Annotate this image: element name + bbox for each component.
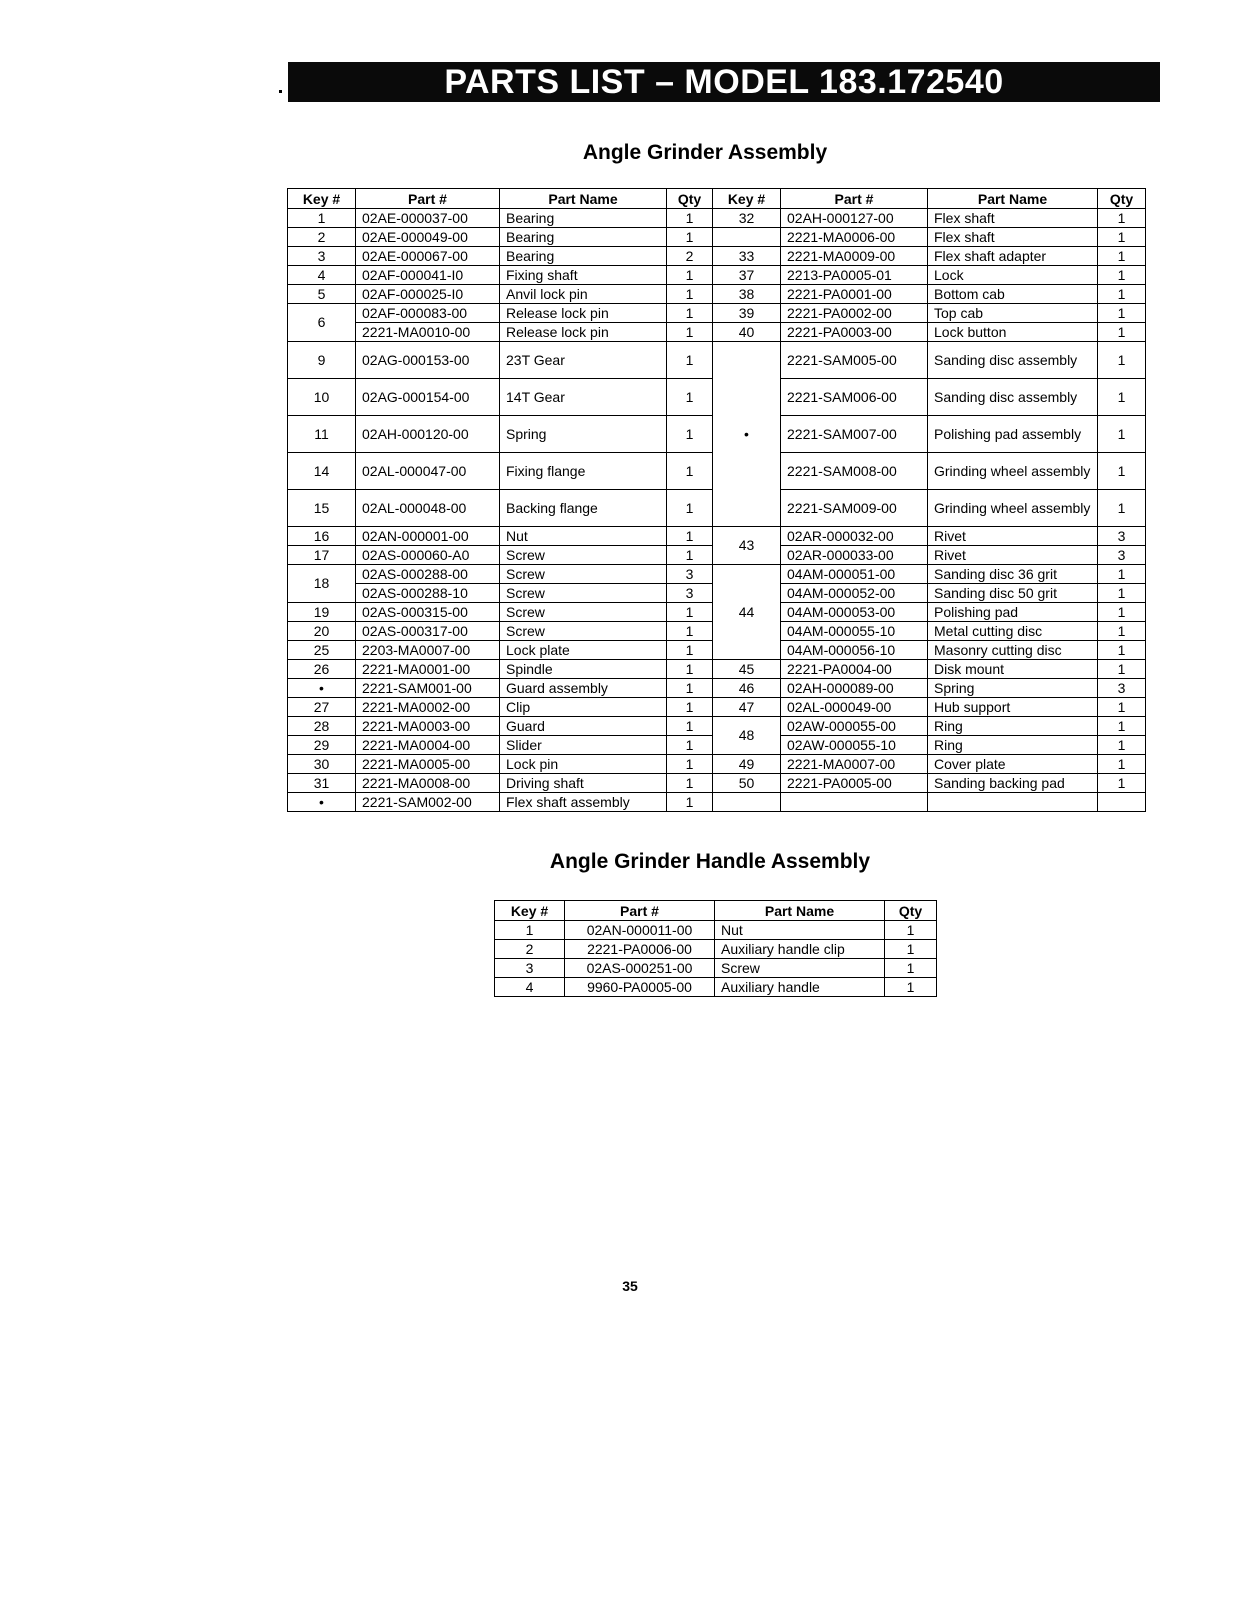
part-name-cell: Release lock pin — [500, 304, 667, 323]
part-name-cell: Screw — [500, 622, 667, 641]
part-number-cell: 02AN-000011-00 — [565, 921, 715, 940]
part-number-cell: 2221-MA0003-00 — [356, 717, 500, 736]
key-cell: 33 — [713, 247, 781, 266]
part-number-cell: 02AE-000049-00 — [356, 228, 500, 247]
qty-cell: 1 — [667, 490, 713, 527]
table-row — [288, 660, 1146, 679]
part-name-cell: Slider — [500, 736, 667, 755]
part-number-cell: 02AG-000154-00 — [356, 379, 500, 416]
table-row — [288, 774, 1146, 793]
table-row — [288, 527, 1146, 546]
qty-cell: 1 — [885, 959, 937, 978]
key-cell: • — [288, 679, 356, 698]
qty-cell: 1 — [667, 453, 713, 490]
table-row — [288, 717, 1146, 736]
part-name-cell: Bearing — [500, 228, 667, 247]
part-number-cell: 2221-MA0008-00 — [356, 774, 500, 793]
qty-cell — [1098, 793, 1146, 812]
key-cell: 28 — [288, 717, 356, 736]
header-key: Key # — [495, 901, 565, 921]
part-number-cell: 02AF-000041-I0 — [356, 266, 500, 285]
part-name-cell: Grinding wheel assembly — [928, 490, 1098, 527]
part-name-cell: Fixing flange — [500, 453, 667, 490]
header-name: Part Name — [715, 901, 885, 921]
part-number-cell: 02AE-000067-00 — [356, 247, 500, 266]
part-name-cell: Screw — [500, 603, 667, 622]
header-key: Key # — [713, 189, 781, 209]
part-number-cell: 02AS-000060-A0 — [356, 546, 500, 565]
key-cell: 6 — [288, 304, 356, 342]
part-number-cell: 02AH-000120-00 — [356, 416, 500, 453]
part-number-cell: 2221-MA0001-00 — [356, 660, 500, 679]
part-number-cell: 04AM-000051-00 — [781, 565, 928, 584]
qty-cell: 1 — [667, 342, 713, 379]
table-row — [495, 921, 937, 940]
key-cell: 11 — [288, 416, 356, 453]
qty-cell: 1 — [1098, 698, 1146, 717]
part-name-cell: Ring — [928, 717, 1098, 736]
key-cell — [713, 228, 781, 247]
part-number-cell: 2221-SAM008-00 — [781, 453, 928, 490]
qty-cell: 1 — [667, 379, 713, 416]
part-name-cell: Spring — [928, 679, 1098, 698]
key-cell: 30 — [288, 755, 356, 774]
part-number-cell: 02AS-000251-00 — [565, 959, 715, 978]
header-name: Part Name — [500, 189, 667, 209]
part-name-cell: Lock pin — [500, 755, 667, 774]
qty-cell: 1 — [1098, 453, 1146, 490]
key-cell: 1 — [495, 921, 565, 940]
qty-cell: 1 — [667, 717, 713, 736]
qty-cell: 1 — [1098, 641, 1146, 660]
key-cell: 26 — [288, 660, 356, 679]
part-name-cell: Spring — [500, 416, 667, 453]
key-cell: 14 — [288, 453, 356, 490]
qty-cell: 1 — [667, 304, 713, 323]
qty-cell: 1 — [885, 921, 937, 940]
qty-cell: 1 — [667, 774, 713, 793]
part-name-cell: Screw — [500, 584, 667, 603]
part-name-cell: Hub support — [928, 698, 1098, 717]
table-row — [288, 285, 1146, 304]
key-cell: 15 — [288, 490, 356, 527]
part-name-cell: Auxiliary handle clip — [715, 940, 885, 959]
part-name-cell: Lock plate — [500, 641, 667, 660]
part-name-cell: Rivet — [928, 527, 1098, 546]
key-cell: 29 — [288, 736, 356, 755]
qty-cell: 1 — [885, 940, 937, 959]
part-name-cell: Screw — [500, 565, 667, 584]
qty-cell: 1 — [1098, 660, 1146, 679]
qty-cell: 1 — [1098, 228, 1146, 247]
part-name-cell: Masonry cutting disc — [928, 641, 1098, 660]
part-name-cell: Nut — [500, 527, 667, 546]
part-name-cell: Fixing shaft — [500, 266, 667, 285]
qty-cell: 3 — [1098, 527, 1146, 546]
qty-cell: 1 — [667, 698, 713, 717]
table-row — [495, 959, 937, 978]
qty-cell: 1 — [1098, 379, 1146, 416]
qty-cell: 1 — [1098, 736, 1146, 755]
part-name-cell: Anvil lock pin — [500, 285, 667, 304]
qty-cell: 3 — [1098, 679, 1146, 698]
part-name-cell: Clip — [500, 698, 667, 717]
key-cell: 9 — [288, 342, 356, 379]
key-cell: 44 — [713, 565, 781, 660]
part-name-cell: Grinding wheel assembly — [928, 453, 1098, 490]
part-name-cell: Flex shaft — [928, 209, 1098, 228]
table-header — [288, 189, 1146, 209]
part-number-cell: 02AE-000037-00 — [356, 209, 500, 228]
table-row — [288, 323, 1146, 342]
table-row — [288, 228, 1146, 247]
part-number-cell: 2221-SAM007-00 — [781, 416, 928, 453]
page-number: 35 — [622, 1278, 638, 1294]
qty-cell: 1 — [667, 323, 713, 342]
part-number-cell: 02AS-000317-00 — [356, 622, 500, 641]
part-number-cell: 9960-PA0005-00 — [565, 978, 715, 997]
qty-cell: 1 — [667, 755, 713, 774]
part-name-cell: Guard — [500, 717, 667, 736]
part-name-cell: Nut — [715, 921, 885, 940]
key-cell: 2 — [288, 228, 356, 247]
key-cell: 4 — [288, 266, 356, 285]
header-qty: Qty — [1098, 189, 1146, 209]
qty-cell: 1 — [1098, 774, 1146, 793]
part-name-cell: Metal cutting disc — [928, 622, 1098, 641]
part-number-cell: 02AS-000288-00 — [356, 565, 500, 584]
part-name-cell: Sanding disc assembly — [928, 379, 1098, 416]
key-cell: 5 — [288, 285, 356, 304]
table-row — [288, 342, 1146, 379]
part-number-cell: 2221-MA0004-00 — [356, 736, 500, 755]
key-cell: 39 — [713, 304, 781, 323]
part-number-cell — [781, 793, 928, 812]
qty-cell: 1 — [1098, 755, 1146, 774]
part-number-cell: 2221-PA0001-00 — [781, 285, 928, 304]
part-number-cell: 2203-MA0007-00 — [356, 641, 500, 660]
qty-cell: 1 — [1098, 416, 1146, 453]
part-number-cell: 2221-MA0006-00 — [781, 228, 928, 247]
part-name-cell: Release lock pin — [500, 323, 667, 342]
table-row — [288, 793, 1146, 812]
key-cell: 49 — [713, 755, 781, 774]
part-name-cell: Sanding disc assembly — [928, 342, 1098, 379]
table-header — [495, 901, 937, 921]
qty-cell: 1 — [1098, 342, 1146, 379]
part-number-cell: 04AM-000052-00 — [781, 584, 928, 603]
key-cell: 20 — [288, 622, 356, 641]
part-number-cell: 02AW-000055-00 — [781, 717, 928, 736]
part-number-cell: 2221-SAM002-00 — [356, 793, 500, 812]
part-name-cell: Rivet — [928, 546, 1098, 565]
qty-cell: 1 — [1098, 565, 1146, 584]
key-cell: • — [288, 793, 356, 812]
qty-cell: 1 — [667, 622, 713, 641]
part-number-cell: 2221-MA0005-00 — [356, 755, 500, 774]
part-number-cell: 2221-MA0007-00 — [781, 755, 928, 774]
key-cell: 25 — [288, 641, 356, 660]
qty-cell: 2 — [667, 247, 713, 266]
header-name: Part Name — [928, 189, 1098, 209]
qty-cell: 1 — [1098, 717, 1146, 736]
key-cell: 32 — [713, 209, 781, 228]
qty-cell: 1 — [1098, 603, 1146, 622]
part-number-cell: 02AR-000033-00 — [781, 546, 928, 565]
part-name-cell: Sanding backing pad — [928, 774, 1098, 793]
table-row — [495, 940, 937, 959]
part-name-cell: Lock — [928, 266, 1098, 285]
part-number-cell: 02AL-000048-00 — [356, 490, 500, 527]
table-row — [288, 247, 1146, 266]
part-number-cell: 02AL-000047-00 — [356, 453, 500, 490]
part-name-cell: 23T Gear — [500, 342, 667, 379]
key-cell: 37 — [713, 266, 781, 285]
part-name-cell — [928, 793, 1098, 812]
part-number-cell: 02AF-000083-00 — [356, 304, 500, 323]
part-name-cell: Bearing — [500, 247, 667, 266]
header-key: Key # — [288, 189, 356, 209]
qty-cell: 1 — [667, 527, 713, 546]
part-number-cell: 2221-SAM006-00 — [781, 379, 928, 416]
table-row — [288, 679, 1146, 698]
part-number-cell: 02AH-000089-00 — [781, 679, 928, 698]
qty-cell: 1 — [1098, 490, 1146, 527]
parts-table — [287, 188, 1146, 812]
part-number-cell: 2213-PA0005-01 — [781, 266, 928, 285]
header-qty: Qty — [667, 189, 713, 209]
qty-cell: 1 — [1098, 323, 1146, 342]
part-number-cell: 2221-SAM005-00 — [781, 342, 928, 379]
key-cell: 43 — [713, 527, 781, 565]
key-cell: 47 — [713, 698, 781, 717]
key-cell: 2 — [495, 940, 565, 959]
table-row — [288, 304, 1146, 323]
header-part: Part # — [781, 189, 928, 209]
part-name-cell: 14T Gear — [500, 379, 667, 416]
qty-cell: 1 — [1098, 584, 1146, 603]
part-name-cell: Flex shaft adapter — [928, 247, 1098, 266]
part-number-cell: 2221-MA0009-00 — [781, 247, 928, 266]
table-row — [288, 209, 1146, 228]
part-number-cell: 02AS-000315-00 — [356, 603, 500, 622]
assembly-heading: Angle Grinder Assembly — [582, 141, 828, 164]
qty-cell: 1 — [667, 416, 713, 453]
handle-heading: Angle Grinder Handle Assembly — [549, 850, 871, 873]
part-name-cell: Flex shaft — [928, 228, 1098, 247]
part-name-cell: Bottom cab — [928, 285, 1098, 304]
part-name-cell: Screw — [715, 959, 885, 978]
table-row — [288, 698, 1146, 717]
qty-cell: 1 — [667, 209, 713, 228]
qty-cell: 1 — [667, 736, 713, 755]
key-cell: 50 — [713, 774, 781, 793]
key-cell: 10 — [288, 379, 356, 416]
key-cell: 38 — [713, 285, 781, 304]
part-number-cell: 02AF-000025-I0 — [356, 285, 500, 304]
qty-cell: 1 — [667, 641, 713, 660]
qty-cell: 1 — [885, 978, 937, 997]
part-number-cell: 2221-SAM001-00 — [356, 679, 500, 698]
part-number-cell: 2221-PA0002-00 — [781, 304, 928, 323]
part-number-cell: 02AN-000001-00 — [356, 527, 500, 546]
part-name-cell: Backing flange — [500, 490, 667, 527]
table-row — [288, 266, 1146, 285]
key-cell — [713, 793, 781, 812]
part-number-cell: 02AG-000153-00 — [356, 342, 500, 379]
key-cell: 4 — [495, 978, 565, 997]
part-name-cell: Polishing pad — [928, 603, 1098, 622]
table-row — [288, 565, 1146, 584]
qty-cell: 1 — [667, 546, 713, 565]
qty-cell: 1 — [1098, 304, 1146, 323]
key-cell: 3 — [495, 959, 565, 978]
part-name-cell: Disk mount — [928, 660, 1098, 679]
qty-cell: 3 — [667, 584, 713, 603]
part-name-cell: Spindle — [500, 660, 667, 679]
part-number-cell: 02AL-000049-00 — [781, 698, 928, 717]
key-cell: • — [713, 342, 781, 527]
part-number-cell: 02AS-000288-10 — [356, 584, 500, 603]
key-cell: 19 — [288, 603, 356, 622]
part-number-cell: 2221-SAM009-00 — [781, 490, 928, 527]
qty-cell: 1 — [1098, 247, 1146, 266]
qty-cell: 3 — [1098, 546, 1146, 565]
page-title: PARTS LIST – MODEL 183.172540 — [288, 62, 1160, 102]
part-number-cell: 04AM-000056-10 — [781, 641, 928, 660]
part-number-cell: 02AR-000032-00 — [781, 527, 928, 546]
part-name-cell: Flex shaft assembly — [500, 793, 667, 812]
header-part: Part # — [356, 189, 500, 209]
qty-cell: 1 — [667, 603, 713, 622]
part-name-cell: Ring — [928, 736, 1098, 755]
key-cell: 16 — [288, 527, 356, 546]
key-cell: 31 — [288, 774, 356, 793]
qty-cell: 1 — [1098, 266, 1146, 285]
qty-cell: 1 — [667, 793, 713, 812]
key-cell: 40 — [713, 323, 781, 342]
key-cell: 3 — [288, 247, 356, 266]
key-cell: 17 — [288, 546, 356, 565]
qty-cell: 1 — [667, 228, 713, 247]
part-name-cell: Driving shaft — [500, 774, 667, 793]
part-number-cell: 2221-MA0010-00 — [356, 323, 500, 342]
part-name-cell: Top cab — [928, 304, 1098, 323]
part-number-cell: 02AH-000127-00 — [781, 209, 928, 228]
part-number-cell: 2221-PA0005-00 — [781, 774, 928, 793]
key-cell: 1 — [288, 209, 356, 228]
qty-cell: 1 — [1098, 285, 1146, 304]
part-name-cell: Screw — [500, 546, 667, 565]
part-name-cell: Auxiliary handle — [715, 978, 885, 997]
part-number-cell: 04AM-000055-10 — [781, 622, 928, 641]
stray-mark — [279, 90, 282, 93]
part-number-cell: 2221-PA0004-00 — [781, 660, 928, 679]
part-number-cell: 2221-MA0002-00 — [356, 698, 500, 717]
part-number-cell: 2221-PA0003-00 — [781, 323, 928, 342]
table-row — [495, 978, 937, 997]
part-name-cell: Sanding disc 36 grit — [928, 565, 1098, 584]
key-cell: 46 — [713, 679, 781, 698]
key-cell: 27 — [288, 698, 356, 717]
part-name-cell: Polishing pad assembly — [928, 416, 1098, 453]
header-qty: Qty — [885, 901, 937, 921]
key-cell: 45 — [713, 660, 781, 679]
part-number-cell: 02AW-000055-10 — [781, 736, 928, 755]
part-name-cell: Bearing — [500, 209, 667, 228]
part-number-cell: 04AM-000053-00 — [781, 603, 928, 622]
table-row — [288, 755, 1146, 774]
qty-cell: 3 — [667, 565, 713, 584]
qty-cell: 1 — [667, 660, 713, 679]
part-name-cell: Guard assembly — [500, 679, 667, 698]
handle-parts-table — [494, 900, 937, 997]
part-name-cell: Lock button — [928, 323, 1098, 342]
key-cell: 18 — [288, 565, 356, 603]
part-number-cell: 2221-PA0006-00 — [565, 940, 715, 959]
key-cell: 48 — [713, 717, 781, 755]
qty-cell: 1 — [667, 266, 713, 285]
part-name-cell: Sanding disc 50 grit — [928, 584, 1098, 603]
qty-cell: 1 — [1098, 622, 1146, 641]
qty-cell: 1 — [667, 679, 713, 698]
part-name-cell: Cover plate — [928, 755, 1098, 774]
header-part: Part # — [565, 901, 715, 921]
qty-cell: 1 — [667, 285, 713, 304]
qty-cell: 1 — [1098, 209, 1146, 228]
